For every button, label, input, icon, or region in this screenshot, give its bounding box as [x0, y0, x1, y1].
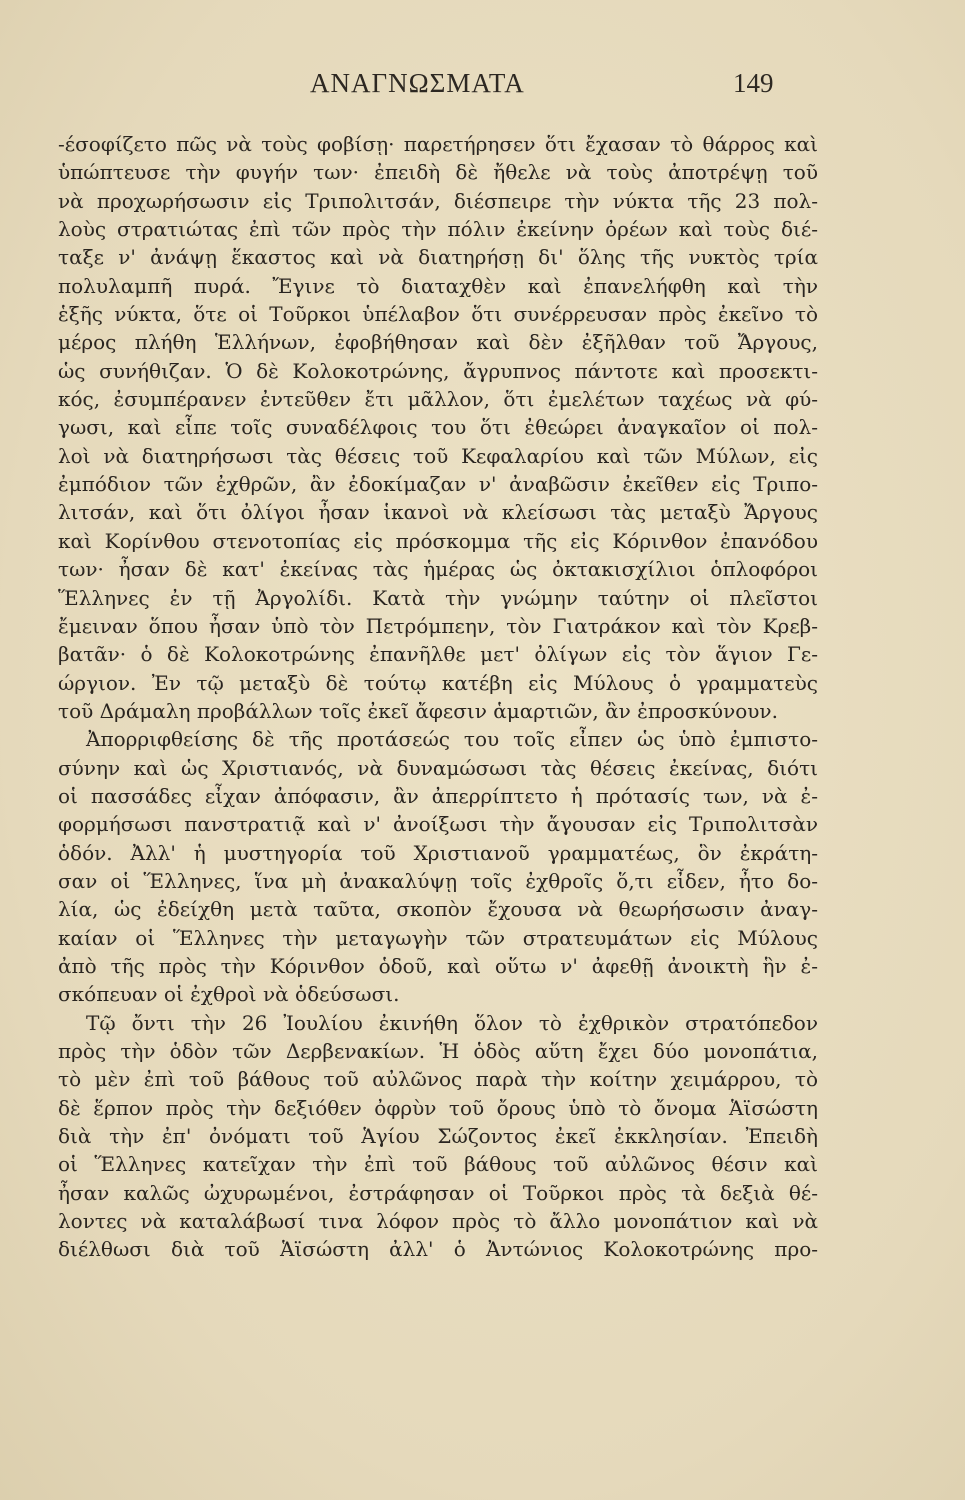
text-line: μέρος πλήθη Ἑλλήνων, ἐφοβήθησαν καὶ δὲν ἐξῆλθαν τοῦ Ἄργους,	[58, 330, 818, 355]
text-line: Ἀπορριφθείσης δὲ τῆς προτάσεώς του τοῖς εἶπεν ὡς ὑπὸ ἐμπιστο-	[86, 727, 818, 752]
text-line: Τῷ ὄντι τὴν 26 Ἰουλίου ἐκινήθη ὅλον τὸ ἐχθρικὸν στρατόπεδον	[86, 1010, 818, 1035]
text-line: σκόπευαν οἱ ἐχθροὶ νὰ ὁδεύσωσι.	[58, 982, 400, 1007]
text-line: φορμήσωσι πανστρατιᾷ καὶ ν' ἀνοίξωσι τὴν ἄγουσαν εἰς Τριπολιτσὰν	[58, 812, 818, 837]
text-line: τὸ μὲν ἐπὶ τοῦ βάθους τοῦ αὐλῶνος παρὰ τὴν κοίτην χειμάρρου, τὸ	[58, 1067, 818, 1092]
page-header	[0, 68, 965, 108]
text-line: γωσι, καὶ εἶπε τοῖς συναδέλφοις του ὅτι ἐθεώρει ἀναγκαῖον οἱ πολ-	[58, 415, 818, 440]
text-line: ὡς συνήθιζαν. Ὁ δὲ Κολοκοτρώνης, ἄγρυπνος πάντοτε καὶ προσεκτι-	[58, 358, 818, 383]
text-line: πρὸς τὴν ὁδὸν τῶν Δερβενακίων. Ἡ ὁδὸς αὕτη ἔχει δύο μονοπάτια,	[58, 1039, 818, 1063]
text-line: Ἕλληνες ἐν τῇ Ἀργολίδι. Κατὰ τὴν γνώμην ταύτην οἱ πλεῖστοι	[58, 585, 818, 610]
text-line: ἑξῆς νύκτα, ὅτε οἱ Τοῦρκοι ὑπέλαβον ὅτι συνέρρευσαν πρὸς ἐκεῖνο τὸ	[58, 302, 818, 327]
text-line: ἐμπόδιον τῶν ἐχθρῶν, ἂν ἐδοκίμαζαν ν' ἀναβῶσιν ἐκεῖθεν εἰς Τριπο-	[58, 472, 818, 497]
text-line: λιτσάν, καὶ ὅτι ὀλίγοι ἦσαν ἱκανοὶ νὰ κλείσωσι τὰς μεταξὺ Ἄργους	[58, 500, 818, 525]
text-line: ἔμειναν ὅπου ἦσαν ὑπὸ τὸν Πετρόμπεην, τὸν Γιατράκον καὶ τὸν Κρεβ-	[58, 613, 818, 638]
text-line: λοὺς στρατιώτας ἐπὶ τῶν πρὸς τὴν πόλιν ἐκείνην ὀρέων καὶ τοὺς διέ-	[58, 217, 818, 242]
text-line: των· ἦσαν δὲ κατ' ἐκείνας τὰς ἡμέρας ὡς ὀκτακισχίλιοι ὁπλοφόροι	[58, 557, 818, 582]
text-line: σαν οἱ Ἕλληνες, ἵνα μὴ ἀνακαλύψῃ τοῖς ἐχθροῖς ὅ,τι εἶδεν, ἦτο δο-	[58, 868, 818, 893]
text-line: ὑπώπτευσε τὴν φυγήν των· ἐπειδὴ δὲ ἤθελε νὰ τοὺς ἀποτρέψῃ τοῦ	[58, 160, 818, 185]
text-line: οἱ Ἕλληνες κατεῖχαν τὴν ἐπὶ τοῦ βάθους τοῦ αὐλῶνος θέσιν καὶ	[58, 1152, 818, 1177]
text-line: διέλθωσι διὰ τοῦ Ἁϊσώστη ἀλλ' ὁ Ἀντώνιος Κολοκοτρώνης προ-	[58, 1237, 818, 1262]
text-line: ἦσαν καλῶς ὠχυρωμένοι, ἐστράφησαν οἱ Τοῦρκοι πρὸς τὰ δεξιὰ θέ-	[58, 1180, 818, 1205]
text-line: καὶ Κορίνθου στενοτοπίας εἰς πρόσκομμα τῆς εἰς Κόρινθον ἐπανόδου	[58, 528, 818, 553]
page-number: 149	[733, 68, 774, 98]
text-line: οἱ πασσάδες εἶχαν ἀπόφασιν, ἂν ἀπερρίπτετο ἡ πρότασίς των, νὰ ἐ-	[58, 783, 818, 808]
text-line: ὁδόν. Ἀλλ' ἡ μυστηγορία τοῦ Χριστιανοῦ γραμματέως, ὃν ἐκράτη-	[58, 840, 818, 865]
text-line: δὲ ἕρπον πρὸς τὴν δεξιόθεν ὀφρὺν τοῦ ὄρους ὑπὸ τὸ ὄνομα Ἁϊσώστη	[58, 1095, 818, 1120]
text-line: βατᾶν· ὁ δὲ Κολοκοτρώνης ἐπανῆλθε μετ' ὀλίγων εἰς τὸν ἅγιον Γε-	[58, 642, 818, 667]
text-line: ἀπὸ τῆς πρὸς τὴν Κόρινθον ὁδοῦ, καὶ οὕτω ν' ἀφεθῇ ἀνοικτὴ ἣν ἐ-	[58, 953, 818, 978]
text-line: λία, ὡς ἐδείχθη μετὰ ταῦτα, σκοπὸν ἔχουσα νὰ θεωρήσωσιν ἀναγ-	[58, 897, 818, 922]
body-text	[58, 130, 818, 1264]
text-line: σύνην καὶ ὡς Χριστιανός, νὰ δυναμώσωσι τὰς θέσεις ἐκείνας, διότι	[58, 755, 818, 780]
text-line: λοὶ νὰ διατηρήσωσι τὰς θέσεις τοῦ Κεφαλαρίου καὶ τῶν Μύλων, εἰς	[58, 443, 818, 468]
text-line: καίαν οἱ Ἕλληνες τὴν μεταγωγὴν τῶν στρατευμάτων εἰς Μύλους	[58, 925, 818, 950]
text-line: διὰ τὴν ἐπ' ὀνόματι τοῦ Ἁγίου Σώζοντος ἐκεῖ ἐκκλησίαν. Ἐπειδὴ	[58, 1124, 818, 1149]
text-line: πολυλαμπῆ πυρά. Ἔγινε τὸ διαταχθὲν καὶ ἐπανελήφθη καὶ τὴν	[58, 273, 818, 298]
text-line: ταξε ν' ἀνάψῃ ἕκαστος καὶ νὰ διατηρήσῃ δι' ὅλης τῆς νυκτὸς τρία	[58, 245, 818, 270]
text-line: τοῦ Δράμαλη προβάλλων τοῖς ἐκεῖ ἄφεσιν ἁμαρτιῶν, ἂν ἐπροσκύνουν.	[58, 698, 778, 723]
text-line: -έσοφίζετο πῶς νὰ τοὺς φοβίσῃ· παρετήρησεν ὅτι ἔχασαν τὸ θάρρος καὶ	[58, 132, 818, 156]
text-line: ώργιον. Ἐν τῷ μεταξὺ δὲ τούτῳ κατέβη εἰς Μύλους ὁ γραμματεὺς	[58, 670, 818, 695]
text-line: λοντες νὰ καταλάβωσί τινα λόφον πρὸς τὸ ἄλλο μονοπάτιον καὶ νὰ	[58, 1209, 818, 1234]
text-line: νὰ προχωρήσωσιν εἰς Τριπολιτσάν, διέσπειρε τὴν νύκτα τῆς 23 πολ-	[58, 188, 818, 213]
running-head: ΑΝΑΓΝΩΣΜΑΤΑ	[310, 68, 525, 98]
text-line: κός, ἐσυμπέρανεν ἐντεῦθεν ἔτι μᾶλλον, ὅτι ἐμελέτων ταχέως νὰ φύ-	[58, 387, 818, 412]
